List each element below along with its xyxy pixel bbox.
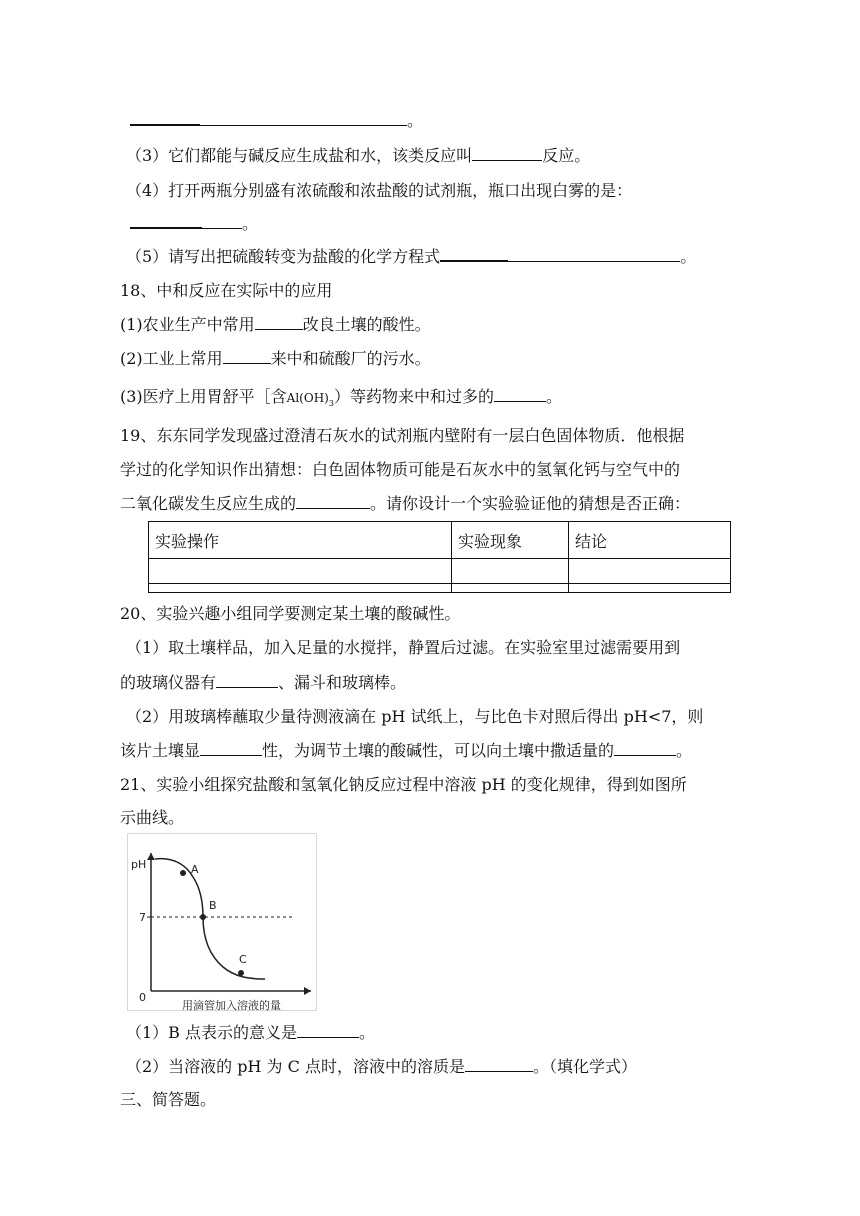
question-text: （2）当溶液的 pH 为 C 点时，溶液中的溶质是 xyxy=(126,1057,465,1076)
question-21-1 xyxy=(126,1022,375,1044)
answer-blank[interactable] xyxy=(508,247,680,262)
answer-blank[interactable] xyxy=(614,741,676,756)
point-c-label: C xyxy=(239,953,247,966)
question-18-2 xyxy=(120,348,431,370)
question-text: 性，为调节土壤的酸碱性，可以向土壤中撒适量的 xyxy=(262,741,615,760)
answer-blank[interactable] xyxy=(130,110,200,126)
answer-blank[interactable] xyxy=(200,741,262,756)
question-text: ）等药物来中和过多的 xyxy=(333,387,494,406)
period-text: 。 xyxy=(545,387,562,406)
point-b-label: B xyxy=(209,899,217,912)
question-18-3 xyxy=(120,386,562,415)
question-text: 该片土壤显 xyxy=(120,741,201,760)
period-text: 。 xyxy=(407,111,424,130)
question-20-title: 20、实验兴趣小组同学要测定某土壤的酸碱性。 xyxy=(120,604,461,623)
table-cell[interactable] xyxy=(149,584,452,593)
question-text: (3)医疗上用胃舒平［含 xyxy=(120,387,287,406)
question-19b: 学过的化学知识作出猜想：白色固体物质可能是石灰水中的氢氧化钙与空气中的 xyxy=(120,460,681,479)
period-text: 。 xyxy=(242,214,259,233)
answer-blank[interactable] xyxy=(223,349,271,364)
question-20-1b xyxy=(120,672,406,694)
section-3-heading: 三、简答题。 xyxy=(120,1090,217,1109)
question-text: 改良土壤的酸性。 xyxy=(302,315,431,334)
question-18-1 xyxy=(120,314,431,336)
period-text: 。 xyxy=(676,741,693,760)
question-21a: 21、实验小组探究盐酸和氢氧化钠反应过程中溶液 pH 的变化规律，得到如图所 xyxy=(120,775,687,794)
question-19c xyxy=(120,493,690,515)
question-text: 的玻璃仪器有 xyxy=(120,673,217,692)
x-axis-label: 用滴管加入溶液的量 xyxy=(182,999,281,1011)
table-header-operation: 实验操作 xyxy=(149,522,452,559)
question-text: 反应。 xyxy=(542,146,591,165)
question-text: (1)农业生产中常用 xyxy=(120,315,255,334)
question-21b: 示曲线。 xyxy=(120,808,185,827)
table-header-phenomenon: 实验现象 xyxy=(452,522,569,559)
origin-label: 0 xyxy=(139,991,146,1004)
table-cell[interactable] xyxy=(569,584,731,593)
formula-subscript: 3 xyxy=(328,399,334,409)
question-text: 。（填化学式） xyxy=(532,1057,637,1076)
table-header-row xyxy=(149,522,731,559)
table-cell[interactable] xyxy=(569,559,731,584)
question-18-title: 18、中和反应在实际中的应用 xyxy=(120,281,333,300)
answer-blank[interactable] xyxy=(296,494,370,509)
point-a-marker xyxy=(180,870,186,876)
answer-blank[interactable] xyxy=(202,214,242,229)
question-text: （1）B 点表示的意义是 xyxy=(126,1023,298,1042)
answer-blank[interactable] xyxy=(465,1057,533,1072)
table-row xyxy=(149,584,731,593)
table-cell[interactable] xyxy=(149,559,452,584)
table-cell[interactable] xyxy=(452,559,569,584)
answer-blank[interactable] xyxy=(130,213,202,229)
answer-blank[interactable] xyxy=(200,111,407,126)
table-cell[interactable] xyxy=(452,584,569,593)
experiment-table xyxy=(148,521,731,593)
point-c-marker xyxy=(238,970,244,976)
answer-blank[interactable] xyxy=(472,146,542,161)
period-text: 。 xyxy=(359,1023,376,1042)
answer-line-continuation xyxy=(130,110,423,132)
question-19a: 19、东东同学发现盛过澄清石灰水的试剂瓶内壁附有一层白色固体物质．他根据 xyxy=(120,426,685,445)
period-text: 。 xyxy=(680,247,697,266)
answer-blank[interactable] xyxy=(216,673,278,688)
ph-curve-chart xyxy=(127,833,317,1011)
question-text: （3）它们都能与碱反应生成盐和水，该类反应叫 xyxy=(126,146,473,165)
ph7-tick-label: 7 xyxy=(139,911,146,924)
question-5 xyxy=(126,246,696,268)
chart-frame xyxy=(128,834,317,1011)
table-row xyxy=(149,559,731,584)
question-4a: （4）打开两瓶分别盛有浓硫酸和浓盐酸的试剂瓶，瓶口出现白雾的是： xyxy=(126,181,633,200)
answer-blank[interactable] xyxy=(255,315,303,330)
point-b-marker xyxy=(200,914,206,920)
point-a-label: A xyxy=(191,863,199,876)
question-text: 。请你设计一个实验验证他的猜想是否正确： xyxy=(370,494,691,513)
question-4b xyxy=(130,213,258,235)
answer-blank[interactable] xyxy=(440,246,508,262)
question-text: 、漏斗和玻璃棒。 xyxy=(278,673,407,692)
table-header-conclusion: 结论 xyxy=(569,522,731,559)
answer-blank[interactable] xyxy=(297,1023,359,1038)
question-20-2a: （2）用玻璃棒蘸取少量待测液滴在 pH 试纸上，与比色卡对照后得出 pH<7，则 xyxy=(126,707,704,726)
question-20-2b xyxy=(120,740,692,762)
y-axis-label: pH xyxy=(131,858,147,871)
question-20-1a: （1）取土壤样品，加入足量的水搅拌，静置后过滤。在实验室里过滤需要用到 xyxy=(126,638,681,657)
question-21-2 xyxy=(126,1056,637,1078)
formula-text: Al(OH) xyxy=(286,391,329,405)
question-text: （5）请写出把硫酸转变为盐酸的化学方程式 xyxy=(126,247,441,266)
question-text: 来中和硫酸厂的污水。 xyxy=(270,349,431,368)
question-text: 二氧化碳发生反应生成的 xyxy=(120,494,297,513)
question-text: (2)工业上常用 xyxy=(120,349,223,368)
answer-blank[interactable] xyxy=(494,387,546,402)
question-3 xyxy=(126,145,590,167)
